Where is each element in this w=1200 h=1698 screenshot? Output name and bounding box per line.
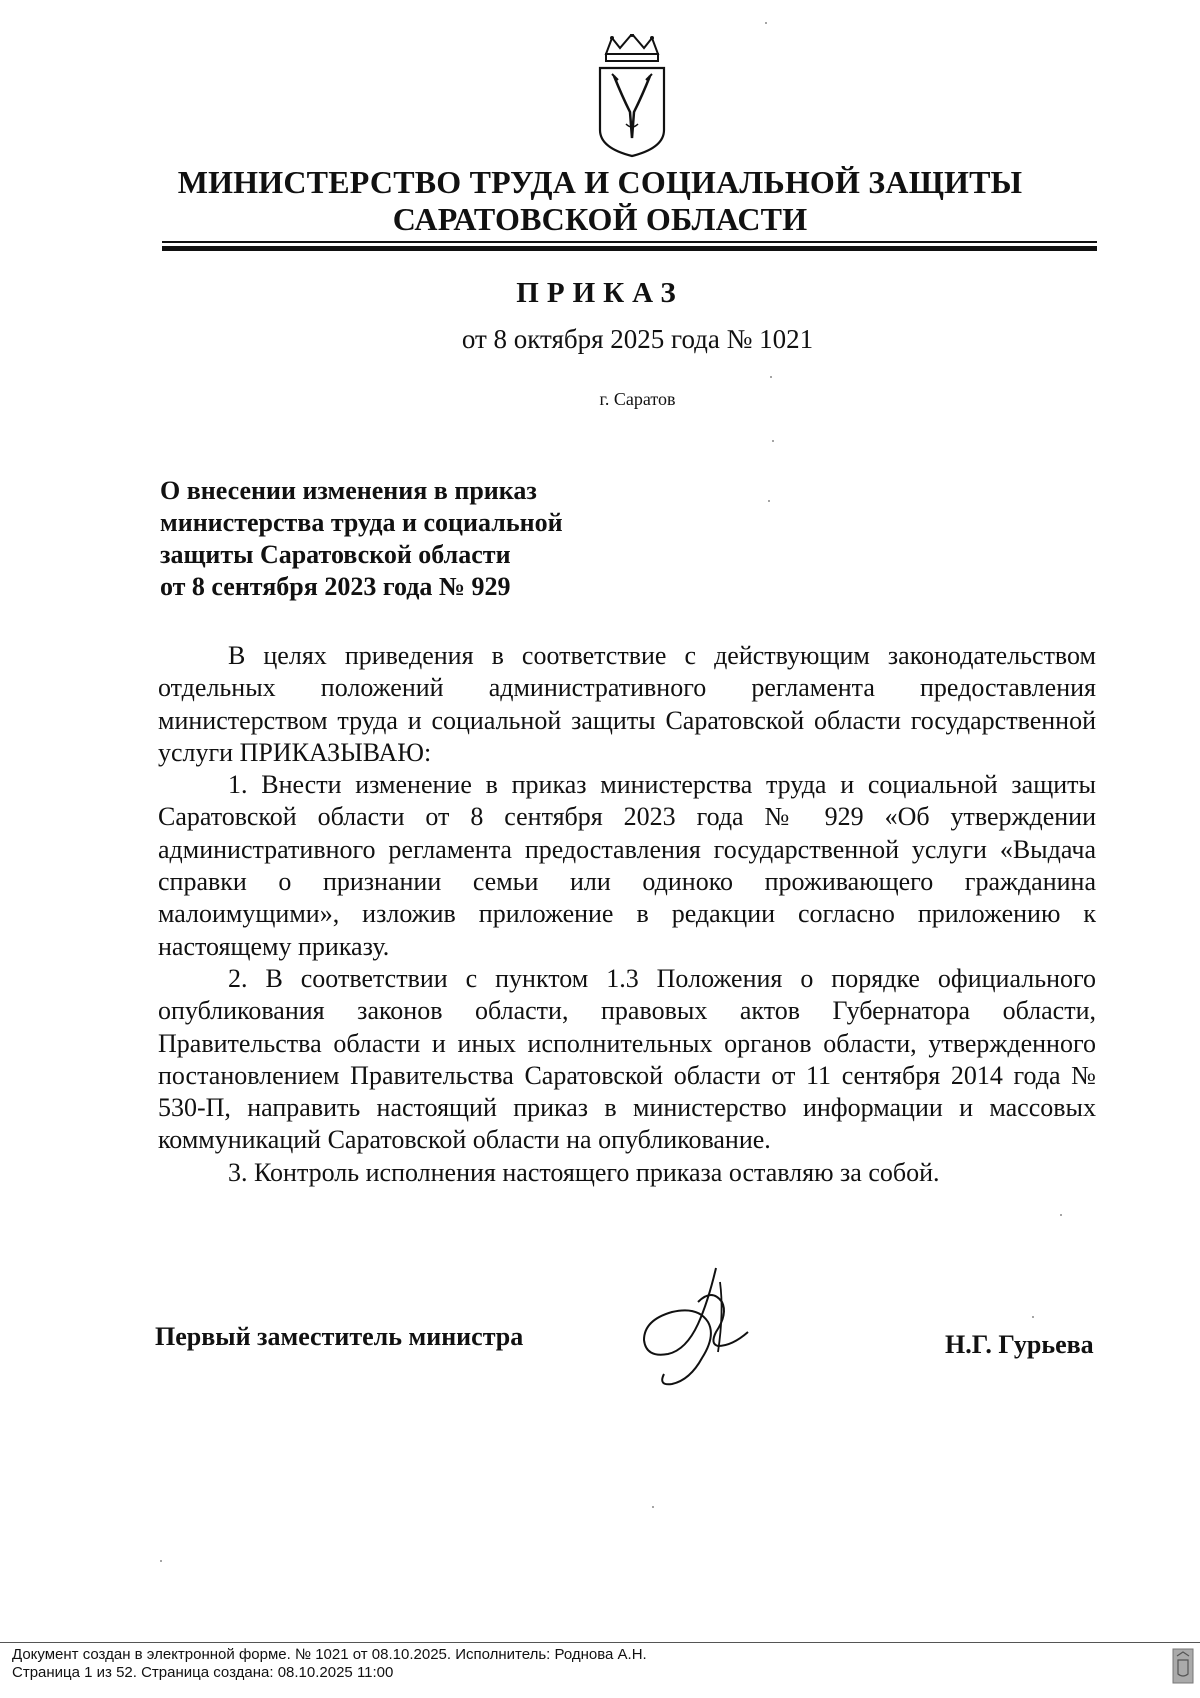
scan-speck — [1032, 1316, 1034, 1318]
document-footer — [12, 1646, 647, 1682]
header-divider-thick — [162, 246, 1097, 251]
order-subject — [160, 475, 680, 603]
scan-speck — [1060, 1214, 1062, 1216]
order-date-number: от 8 октября 2025 года № 1021 — [461, 324, 814, 354]
handwritten-signature — [638, 1262, 778, 1402]
ministry-name-line1: МИНИСТЕРСТВО ТРУДА И СОЦИАЛЬНОЙ ЗАЩИТЫ — [177, 164, 1023, 200]
subject-line: от 8 сентября 2023 года № 929 — [160, 572, 511, 601]
signatory-position: Первый заместитель министра — [155, 1322, 524, 1351]
ministry-name — [150, 164, 1050, 238]
scan-speck — [770, 376, 772, 378]
subject-line: защиты Саратовской области — [160, 540, 511, 569]
subject-line: министерства труда и социальной — [160, 508, 563, 537]
order-city: г. Саратов — [599, 389, 676, 409]
body-item-3: 3. Контроль исполнения настоящего приказа оставляю за собой. — [228, 1157, 940, 1187]
scan-speck — [652, 1506, 654, 1508]
ministry-name-line2: САРАТОВСКОЙ ОБЛАСТИ — [392, 201, 808, 237]
body-preamble: В целях приведения в соответствие с действующим законодательством отдельных положений административного регламента предоставления министерством труда и социальной защиты Саратовской области государственной услуги ПРИКАЗЫВАЮ: — [158, 641, 1096, 767]
document-seal-icon — [1172, 1648, 1194, 1684]
order-body — [158, 640, 1096, 1189]
footer-line2: Страница 1 из 52. Страница создана: 08.10.2025 11:00 — [12, 1664, 394, 1681]
subject-line: О внесении изменения в приказ — [160, 476, 537, 505]
footer-line1: Документ создан в электронной форме. № 1021 от 08.10.2025. Исполнитель: Роднова А.Н. — [12, 1646, 647, 1663]
scan-speck — [768, 500, 770, 502]
body-item-2: 2. В соответствии с пунктом 1.3 Положения о порядке официального опубликования законов области, правовых актов Губернатора области, Правительства области и иных исполнительных органов области, утвержденного постановлением Правительства Саратовской области от 11 сентября 2014 года № 530-П, направить настоящий приказ в министерство информации и массовых коммуникаций Саратовской области на опубликование. — [158, 963, 1096, 1155]
coat-of-arms-icon — [588, 34, 676, 158]
footer-divider — [0, 1642, 1200, 1643]
header-divider-thin — [162, 241, 1097, 243]
body-item-1: 1. Внести изменение в приказ министерства труда и социальной защиты Саратовской области от 8 сентября 2023 года № 929 «Об утверждении административного регламента предоставления государственной услуги «Выдача справки о признании семьи или одиноко проживающего гражданина малоимущими», изложив приложение в редакции согласно приложению к настоящему приказу. — [158, 770, 1096, 961]
scan-speck — [160, 1560, 162, 1562]
signatory-name: Н.Г. Гурьева — [945, 1330, 1094, 1359]
order-title: ПРИКАЗ — [516, 277, 684, 309]
scan-speck — [772, 440, 774, 442]
scan-speck — [765, 22, 767, 24]
